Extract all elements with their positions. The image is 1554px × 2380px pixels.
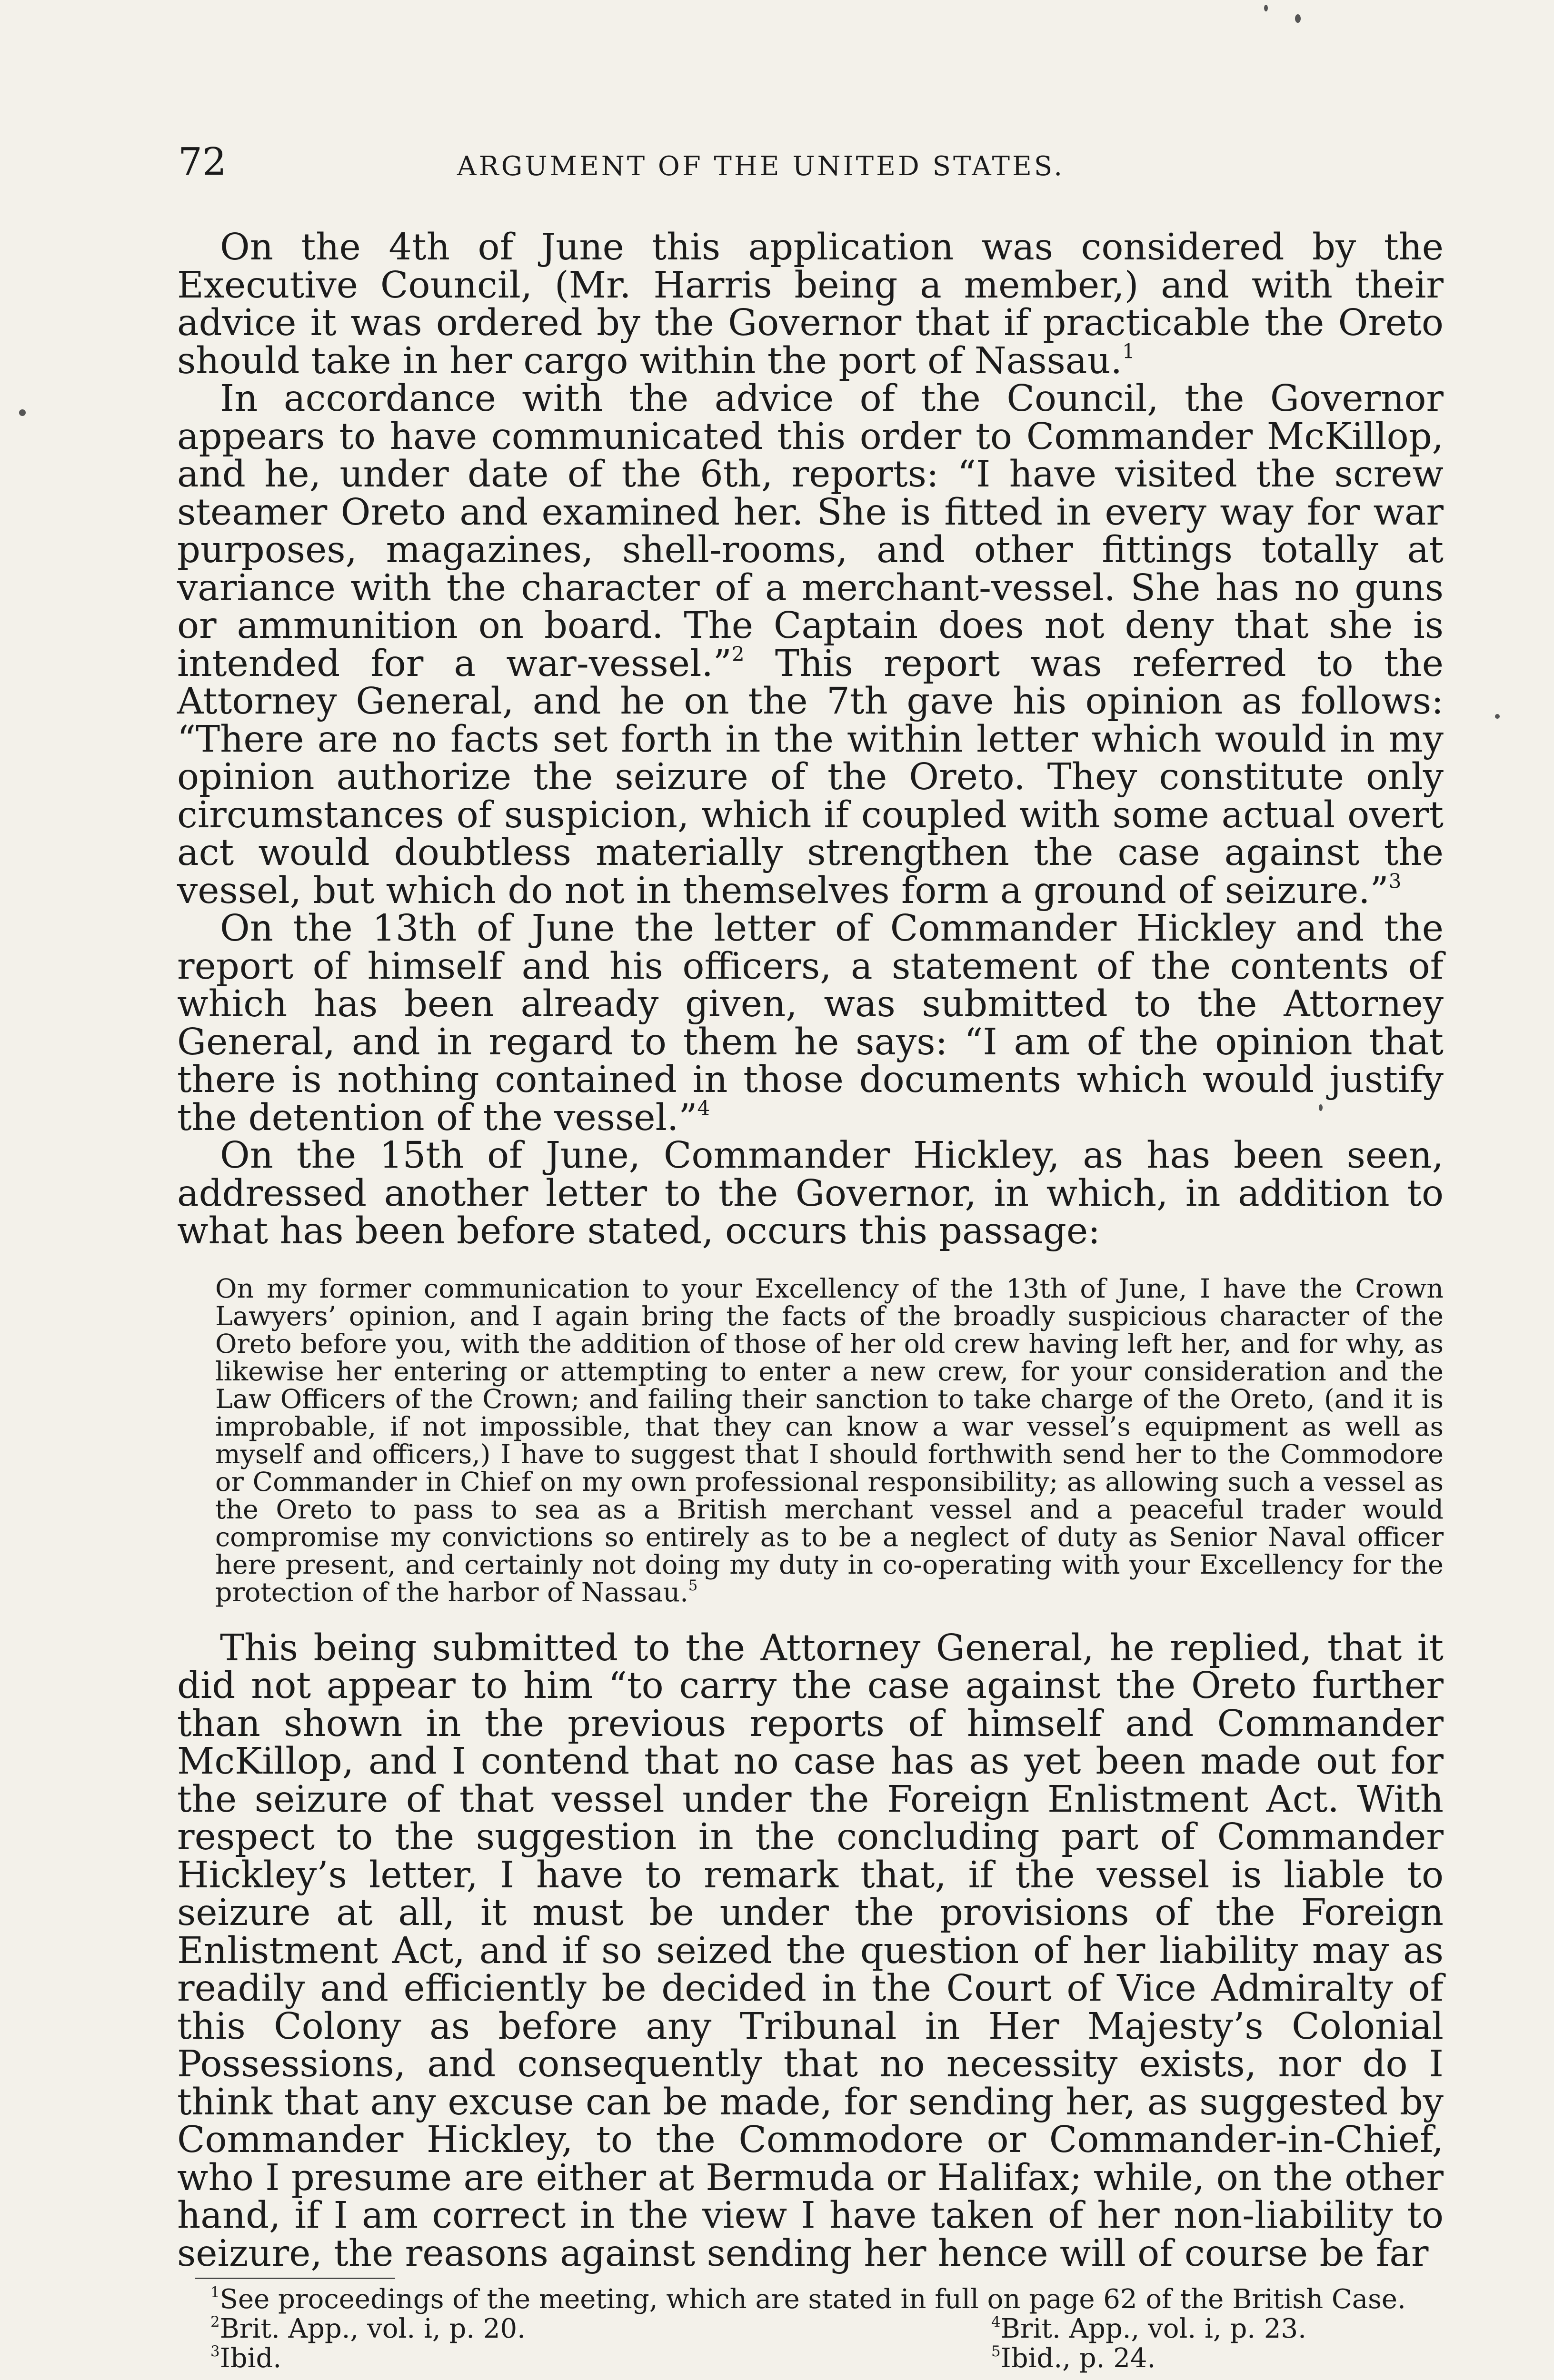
footnote-mark: 5 <box>991 2342 1001 2360</box>
paragraph-executive-council <box>177 228 1444 380</box>
paragraph-text: On the 15th of June, Commander Hickley, as has been seen, addressed another letter to the Governor, in which, in addition to what has been before stated, occurs this passage: <box>177 1134 1444 1252</box>
footnote-ref: 5 <box>688 1577 698 1594</box>
paragraph-hickley-letter <box>177 907 1444 1139</box>
block-quote <box>177 1275 1444 1606</box>
footnote-text: Brit. App., vol. i, p. 23. <box>1000 2313 1306 2344</box>
main-text <box>177 226 1444 2275</box>
footnote-mark: 3 <box>210 2342 220 2360</box>
paragraph-text: In accordance with the advice of the Council, the Governor appears to have communicated this order to Commander McKillop, and he, under date of the 6th, reports: “I have visited the screw steamer Oreto and examined her. She is fitted in every way for war purposes, magazines, shell-rooms, and other fittings totally at variance with the character of a merchant-vessel. She has no guns or ammunition on board. The Captain does not deny that she is intended for a war-vessel.” <box>177 377 1444 685</box>
footnote-ref: 4 <box>697 1096 710 1120</box>
page-number: 72 <box>178 139 227 184</box>
paragraph-text: On the 13th of June the letter of Commander Hickley and the report of himself and his officers, a statement of the contents of which has been already given, was submitted to the Attorney General, and in regard to them he says: “I am of the opinion that there is nothing contained in those documents which would justify the detention of the vessel.” <box>177 907 1444 1139</box>
scan-speck <box>1264 5 1268 11</box>
paragraph-second-letter <box>177 1134 1444 1252</box>
scan-speck <box>1295 14 1301 23</box>
scan-speck <box>19 409 26 416</box>
footnote-4 <box>810 2314 1444 2344</box>
footnote-mark: 4 <box>991 2313 1001 2330</box>
scan-speck <box>1319 1104 1323 1111</box>
footnote-5 <box>810 2344 1444 2373</box>
footnote-rule <box>195 2278 395 2279</box>
footnote-text: Ibid., p. 24. <box>1000 2343 1156 2374</box>
running-head: ARGUMENT OF THE UNITED STATES. <box>457 151 1065 182</box>
paragraph-mckillop-report <box>177 377 1444 912</box>
footnote-text: See proceedings of the meeting, which are stated in full on page 62 of the British Case. <box>219 2284 1406 2315</box>
footnote-mark: 2 <box>210 2313 220 2330</box>
paragraph-text: This report was referred to the Attorney General, and he on the 7th gave his opinion as follows: “There are no facts set forth in the within letter which would in my opinion authorize the seizure of the Oreto. They constitute only circumstances of suspicion, which if coupled with some actual overt act would doubtless materially strengthen the case against the vessel, but which do not in themselves form a ground of seizure.” <box>177 642 1444 912</box>
footnote-ref: 3 <box>1388 869 1402 892</box>
footnote-2 <box>177 2314 810 2344</box>
footnote-1 <box>177 2285 1444 2314</box>
footnote-3 <box>177 2344 810 2373</box>
footnote-ref: 1 <box>1122 339 1135 363</box>
footnote-text: Ibid. <box>219 2343 282 2374</box>
paragraph-text: On the 4th of June this application was considered by the Executive Council, (Mr. Harris being a member,) and with their advice it was ordered by the Governor that if practicable the Oreto should take in her cargo within the port of Nassau. <box>177 226 1444 382</box>
footnote-ref: 2 <box>731 642 745 665</box>
paragraph-attorney-reply <box>177 1626 1444 2275</box>
scan-speck <box>1495 714 1500 719</box>
paragraph-text: This being submitted to the Attorney General, he replied, that it did not appear to him “to carry the case against the Oreto further than shown in the previous reports of himself and Commander McKillop, and I contend that no case has as yet been made out for the seizure of that vessel under the Foreign Enlistment Act. With respect to the suggestion in the concluding part of Commander Hickley’s letter, I have to remark that, if the vessel is liable to seizure at all, it must be under the provisions of the Foreign Enlistment Act, and if so seized the question of her liability may as readily and efficiently be decided in the Court of Vice Admiralty of this Colony as before any Tribunal in Her Majesty’s Colonial Possessions, and consequently that no necessity exists, nor do I think that any excuse can be made, for sending her, as suggested by Commander Hickley, to the Commodore or Commander-in-Chief, who I presume are either at Bermuda or Halifax; while, on the other hand, if I am correct in the view I have taken of her non-liability to seizure, the reasons against sending her hence will of course be far <box>177 1626 1444 2275</box>
quote-text: On my former communication to your Excellency of the 13th of June, I have the Crown Lawyers’ opinion, and I again bring the facts of the broadly suspicious character of the Oreto before you, with the addition of those of her old crew having left her, and for why, as likewise her entering or attempting to enter a new crew, for your consideration and the Law Officers of the Crown; and failing their sanction to take charge of the Oreto, (and it is improbable, if not impossible, that they can know a war vessel’s equipment as well as myself and officers,) I have to suggest that I should forthwith send her to the Commodore or Commander in Chief on my own professional responsibility; as allowing such a vessel as the Oreto to pass to sea as a British merchant vessel and a peaceful trader would compromise my convictions so entirely as to be a neglect of duty as Senior Naval officer here present, and certainly not doing my duty in co-operating with your Excellency for the protection of the harbor of Nassau. <box>215 1273 1444 1608</box>
footnotes <box>177 2285 1444 2373</box>
footnote-mark: 1 <box>210 2283 220 2301</box>
footnote-text: Brit. App., vol. i, p. 20. <box>219 2313 526 2344</box>
